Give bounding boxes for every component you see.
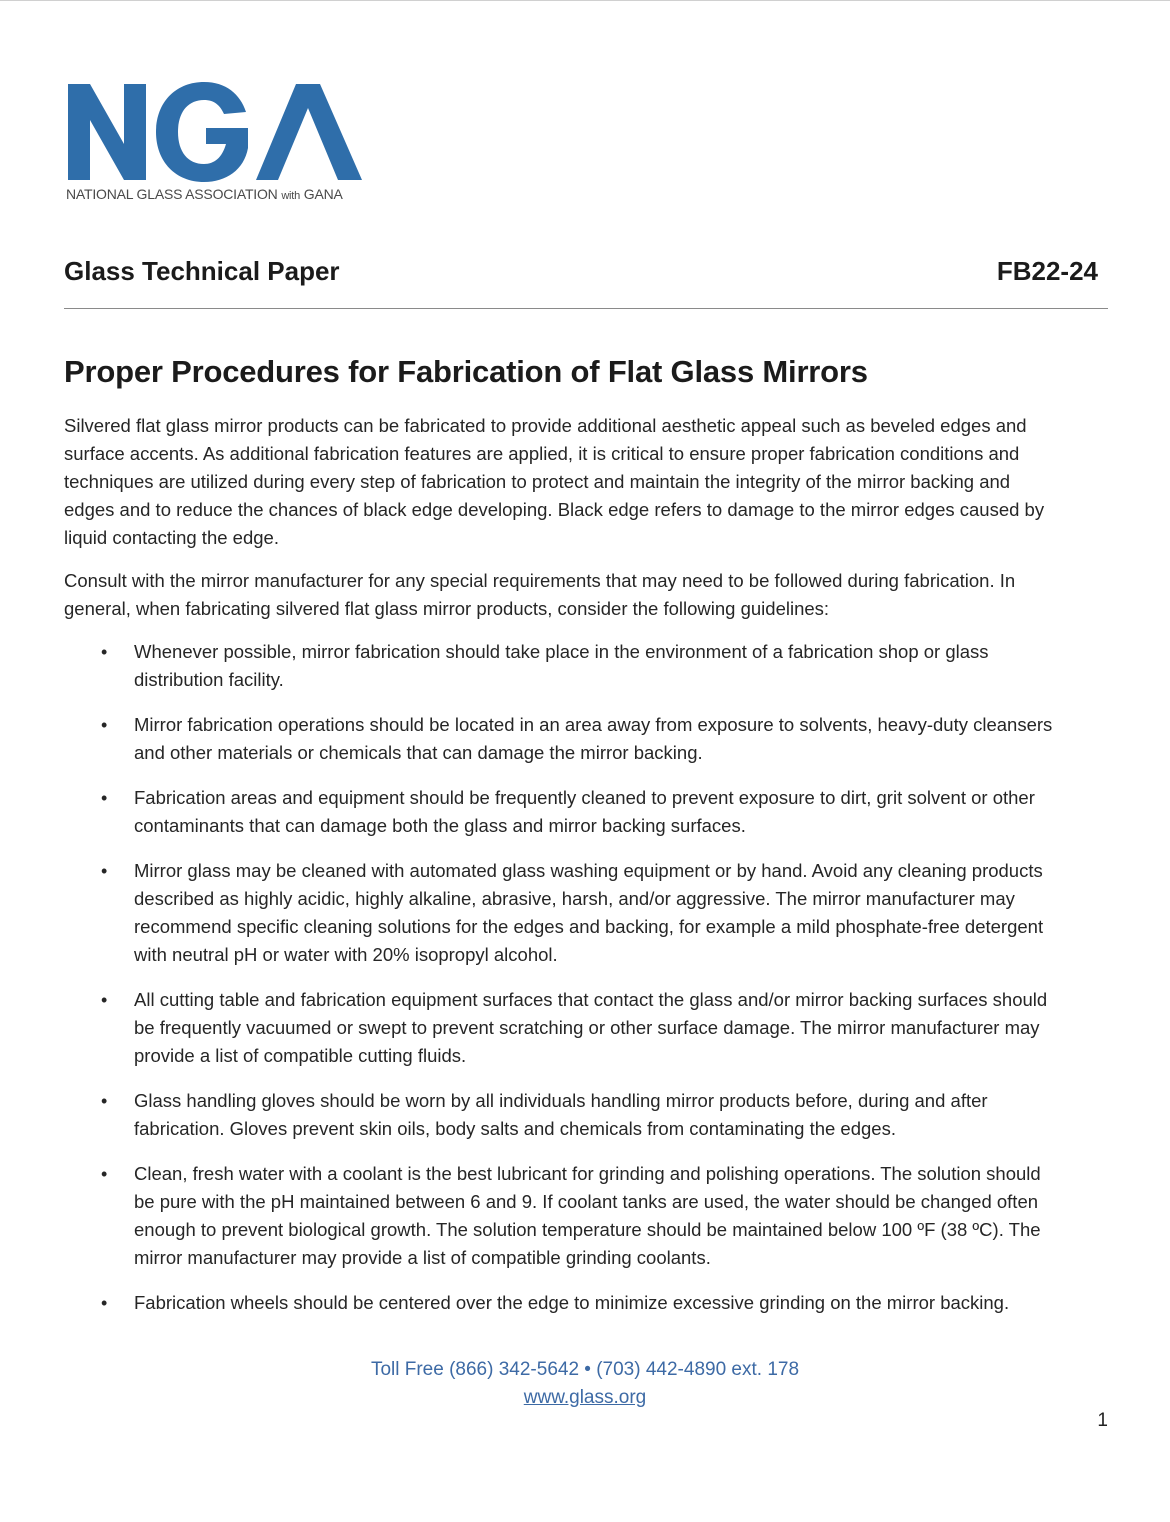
header-divider <box>64 308 1108 309</box>
list-item <box>64 857 1054 969</box>
bullet-icon: • <box>101 788 108 808</box>
bullet-icon: • <box>101 715 108 735</box>
bullet-icon: • <box>101 990 108 1010</box>
list-item-text: Whenever possible, mirror fabrication should take place in the environment of a fabrication shop or glass distribution facility. <box>134 641 989 690</box>
website-link[interactable]: www.glass.org <box>523 1387 647 1408</box>
paper-code: FB22-24 <box>996 256 1098 286</box>
bullet-icon: • <box>101 1293 108 1313</box>
bullet-icon: • <box>101 861 108 881</box>
footer-contact: Toll Free (866) 342-5642 • (703) 442-4890 ext. 178 <box>370 1359 800 1380</box>
list-item-text: Fabrication wheels should be centered over the edge to minimize excessive grinding on the mirror backing. <box>134 1292 1010 1313</box>
list-item-text: Mirror glass may be cleaned with automated glass washing equipment or by hand. Avoid any cleaning products described as highly acidic, highly alkaline, abrasive, harsh, and/or aggressive. The mirror manufacturer may recommend specific cleaning solutions for the edges and backing, for example a mild phosphate-free detergent with neutral pH or water with 20% isopropyl alcohol. <box>134 860 1044 965</box>
page-footer <box>0 1356 1170 1412</box>
list-item <box>64 986 1054 1070</box>
paper-type-label: Glass Technical Paper <box>64 256 340 286</box>
list-item <box>64 1087 1054 1143</box>
list-item-text: Glass handling gloves should be worn by all individuals handling mirror products before, during and after fabrication. Gloves prevent skin oils, body salts and chemicals from contaminating the edges. <box>134 1090 988 1139</box>
guidelines-intro-paragraph: Consult with the mirror manufacturer for any special requirements that may need to be followed during fabrication. In general, when fabricating silvered flat glass mirror products, consider the following guidelines: <box>64 570 1016 619</box>
list-item-text: All cutting table and fabrication equipment surfaces that contact the glass and/or mirror backing surfaces should be frequently vacuumed or swept to prevent scratching or other surface damage. The mirror manufacturer may provide a list of compatible cutting fluids. <box>134 989 1048 1066</box>
bullet-icon: • <box>101 1091 108 1111</box>
bullet-icon: • <box>101 642 108 662</box>
list-item-text: Fabrication areas and equipment should be frequently cleaned to prevent exposure to dirt, grit solvent or other contaminants that can damage both the glass and mirror backing surfaces. <box>134 787 1035 836</box>
document-body <box>64 412 1054 1334</box>
page-number: 1 <box>1097 1410 1108 1431</box>
document-title: Proper Procedures for Fabrication of Flat Glass Mirrors <box>64 354 868 389</box>
nga-logo <box>64 78 374 208</box>
list-item <box>64 711 1054 767</box>
nga-logo-mark <box>64 78 364 182</box>
list-item <box>64 1160 1054 1272</box>
list-item-text: Mirror fabrication operations should be located in an area away from exposure to solvents, heavy-duty cleansers and other materials or chemicals that can damage the mirror backing. <box>134 714 1053 763</box>
list-item <box>64 1289 1054 1317</box>
list-item <box>64 784 1054 840</box>
guidelines-list <box>64 638 1054 1317</box>
page-top-border <box>0 0 1170 1</box>
list-item-text: Clean, fresh water with a coolant is the best lubricant for grinding and polishing operations. The solution should be pure with the pH maintained between 6 and 9. If coolant tanks are used, the water should be changed often enough to prevent biological growth. The solution temperature should be maintained below 100 ºF (38 ºC). The mirror manufacturer may provide a list of compatible grinding coolants. <box>134 1163 1041 1268</box>
paper-header <box>64 256 1108 296</box>
bullet-icon: • <box>101 1164 108 1184</box>
logo-caption: NATIONAL GLASS ASSOCIATION with GANA <box>66 186 343 202</box>
intro-paragraph: Silvered flat glass mirror products can be fabricated to provide additional aesthetic appeal such as beveled edges and surface accents. As additional fabrication features are applied, it is critical to ensure proper fabrication conditions and techniques are utilized during every step of fabrication to protect and maintain the integrity of the mirror backing and edges and to reduce the chances of black edge developing. Black edge refers to damage to the mirror edges caused by liquid contacting the edge. <box>64 415 1045 548</box>
list-item <box>64 638 1054 694</box>
